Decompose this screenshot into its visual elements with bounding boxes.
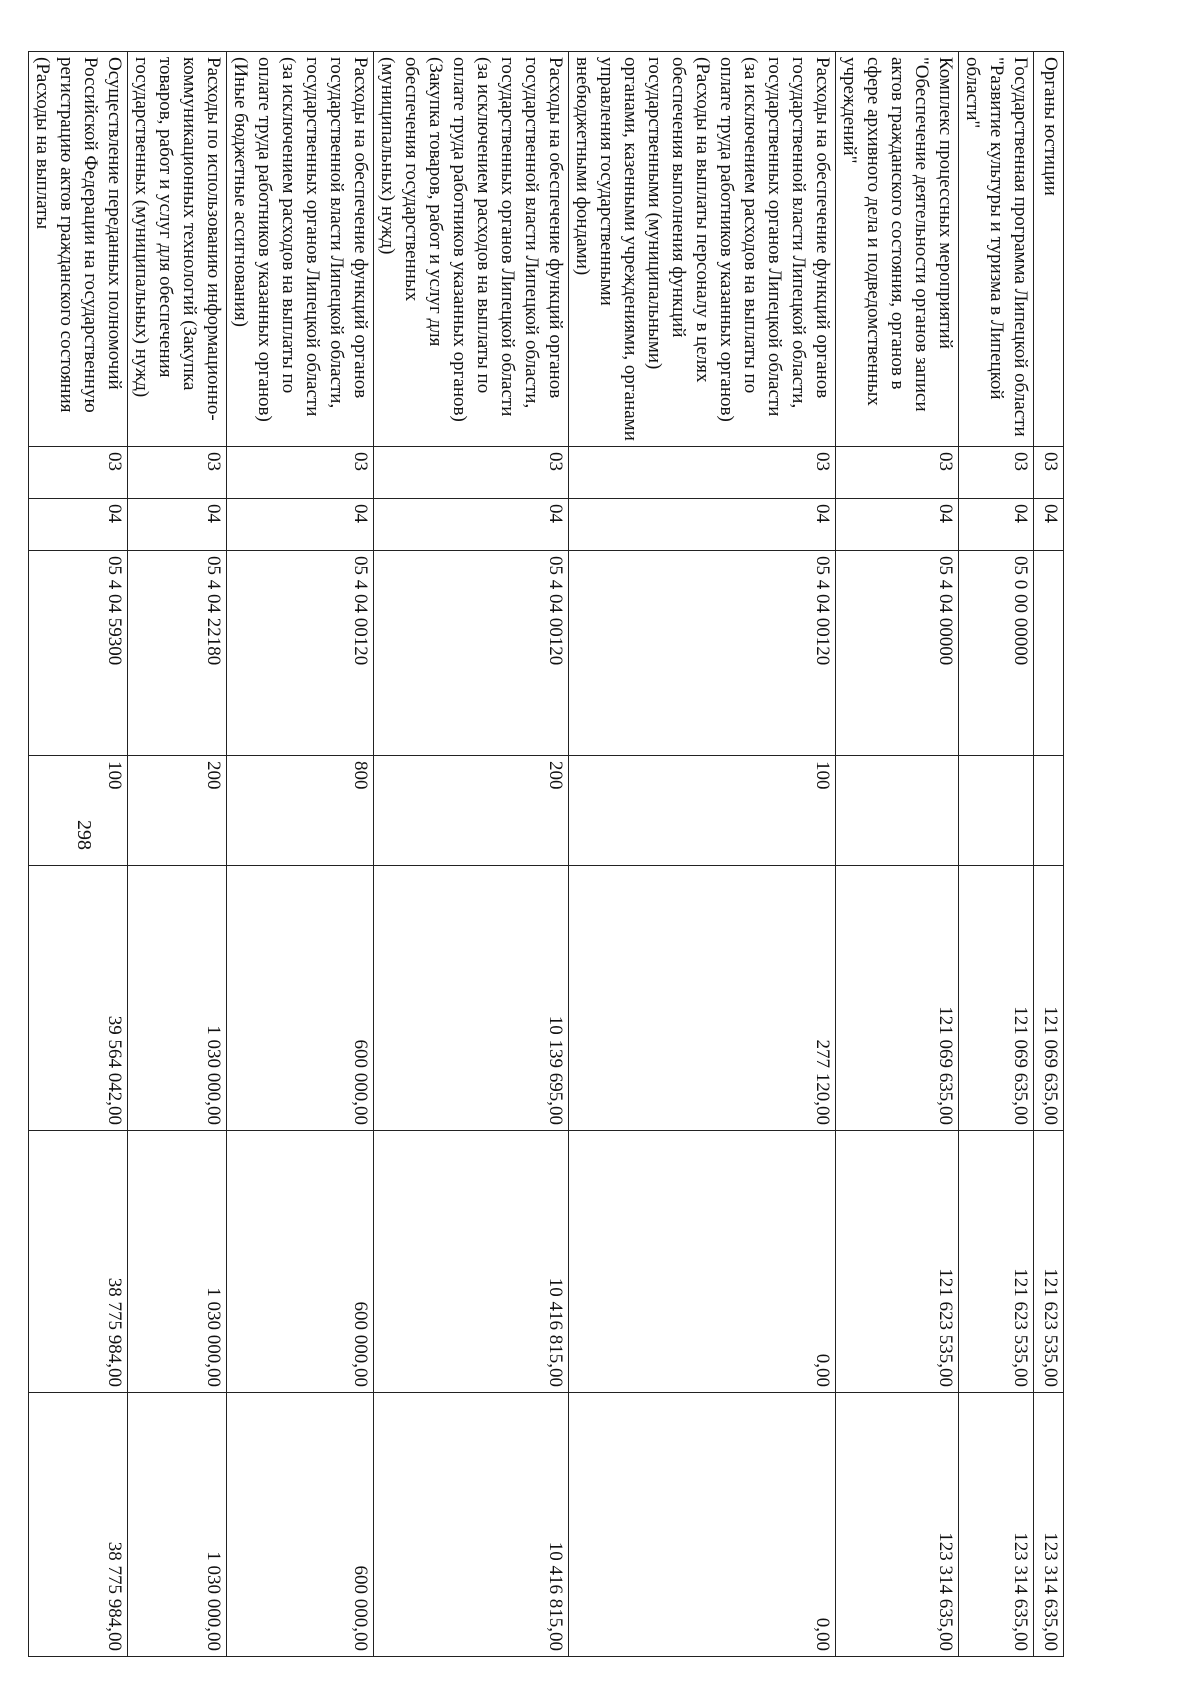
cell-subsection: 04 — [29, 499, 128, 551]
table-row — [374, 52, 569, 1657]
cell-section: 03 — [959, 447, 1034, 499]
cell-subsection: 04 — [374, 499, 569, 551]
cell-amount-1: 121 069 635,00 — [1034, 866, 1064, 1131]
table-row — [128, 52, 227, 1657]
cell-target-code: 05 4 04 00000 — [836, 551, 959, 756]
cell-name: Осуществление переданных полномочий Российской Федерации на государственную регистрацию актов гражданского состояния (Расходы на выплаты — [29, 52, 128, 447]
cell-section: 03 — [836, 447, 959, 499]
cell-target-code: 05 0 00 00000 — [959, 551, 1034, 756]
cell-target-code: 05 4 04 22180 — [128, 551, 227, 756]
cell-expense-type: 200 — [128, 756, 227, 866]
cell-amount-2: 121 623 535,00 — [836, 1131, 959, 1393]
cell-target-code: 05 4 04 00120 — [569, 551, 836, 756]
cell-amount-2: 121 623 535,00 — [1034, 1131, 1064, 1393]
cell-name: Расходы на обеспечение функций органов государственной власти Липецкой области, государственных органов Липецкой области (за исключением расходов на выплаты по оплате труда работников указанных органов) (Закупка товаров, работ и услуг для обеспечения государственных (муниципальных) нужд) — [374, 52, 569, 447]
cell-section: 03 — [374, 447, 569, 499]
cell-amount-1: 10 139 695,00 — [374, 866, 569, 1131]
cell-expense-type: 200 — [374, 756, 569, 866]
cell-subsection: 04 — [569, 499, 836, 551]
page-number: 298 — [73, 820, 95, 850]
cell-name: Расходы на обеспечение функций органов государственной власти Липецкой области, государственных органов Липецкой области (за исключением расходов на выплаты по оплате труда работников указанных органов) (Расходы на выплаты персоналу в целях обеспечения выполнения функций государственными (муниципальными) органами, казенными учреждениями, органами управления государственными внебюджетными фондами) — [569, 52, 836, 447]
cell-amount-2: 600 000,00 — [227, 1131, 374, 1393]
cell-amount-2: 121 623 535,00 — [959, 1131, 1034, 1393]
cell-amount-3: 38 775 984,00 — [29, 1393, 128, 1657]
cell-target-code: 05 4 04 00120 — [227, 551, 374, 756]
cell-name: Комплекс процессных мероприятий "Обеспечение деятельности органов записи актов гражданского состояния, органов в сфере архивного дела и подведомственных учреждений" — [836, 52, 959, 447]
cell-amount-3: 1 030 000,00 — [128, 1393, 227, 1657]
cell-amount-1: 600 000,00 — [227, 866, 374, 1131]
cell-expense-type — [959, 756, 1034, 866]
cell-name: Органы юстиции — [1034, 52, 1064, 447]
cell-amount-1: 277 120,00 — [569, 866, 836, 1131]
cell-amount-1: 1 030 000,00 — [128, 866, 227, 1131]
cell-expense-type: 800 — [227, 756, 374, 866]
cell-amount-3: 600 000,00 — [227, 1393, 374, 1657]
cell-target-code: 05 4 04 59300 — [29, 551, 128, 756]
cell-target-code — [1034, 551, 1064, 756]
cell-expense-type — [1034, 756, 1064, 866]
cell-amount-2: 1 030 000,00 — [128, 1131, 227, 1393]
table-row — [569, 52, 836, 1657]
cell-amount-2: 38 775 984,00 — [29, 1131, 128, 1393]
cell-amount-3: 123 314 635,00 — [836, 1393, 959, 1657]
cell-name: Государственная программа Липецкой области "Развитие культуры и туризма в Липецкой области" — [959, 52, 1034, 447]
budget-table — [28, 51, 1064, 1657]
cell-subsection: 04 — [1034, 499, 1064, 551]
cell-section: 03 — [128, 447, 227, 499]
cell-subsection: 04 — [227, 499, 374, 551]
table-row — [1034, 52, 1064, 1657]
cell-amount-3: 0,00 — [569, 1393, 836, 1657]
table-row — [836, 52, 959, 1657]
cell-section: 03 — [29, 447, 128, 499]
cell-target-code: 05 4 04 00120 — [374, 551, 569, 756]
cell-section: 03 — [569, 447, 836, 499]
cell-subsection: 04 — [836, 499, 959, 551]
cell-amount-2: 0,00 — [569, 1131, 836, 1393]
table-row — [227, 52, 374, 1657]
cell-amount-1: 39 564 042,00 — [29, 866, 128, 1131]
cell-section: 03 — [227, 447, 374, 499]
cell-name: Расходы на обеспечение функций органов государственной власти Липецкой области, государственных органов Липецкой области (за исключением расходов на выплаты по оплате труда работников указанных органов) (Иные бюджетные ассигнования) — [227, 52, 374, 447]
cell-expense-type — [836, 756, 959, 866]
table-row — [959, 52, 1034, 1657]
cell-name: Расходы по использованию информационно-коммуникационных технологий (Закупка товаров, работ и услуг для обеспечения государственных (муниципальных) нужд) — [128, 52, 227, 447]
cell-amount-3: 10 416 815,00 — [374, 1393, 569, 1657]
cell-section: 03 — [1034, 447, 1064, 499]
table-row — [29, 52, 128, 1657]
cell-amount-1: 121 069 635,00 — [836, 866, 959, 1131]
cell-amount-1: 121 069 635,00 — [959, 866, 1034, 1131]
cell-amount-3: 123 314 635,00 — [1034, 1393, 1064, 1657]
cell-subsection: 04 — [128, 499, 227, 551]
cell-expense-type: 100 — [569, 756, 836, 866]
cell-subsection: 04 — [959, 499, 1034, 551]
cell-expense-type: 100 — [29, 756, 128, 866]
cell-amount-3: 123 314 635,00 — [959, 1393, 1034, 1657]
cell-amount-2: 10 416 815,00 — [374, 1131, 569, 1393]
